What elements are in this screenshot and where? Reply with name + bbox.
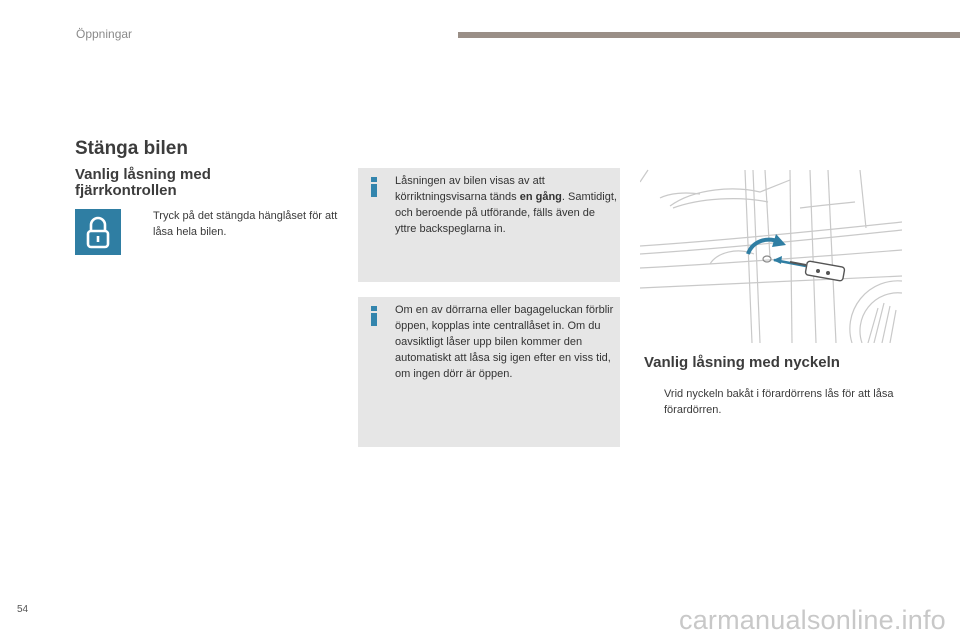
info-box-locking xyxy=(358,168,620,282)
car-door-key-illustration xyxy=(640,168,902,343)
padlock-closed-icon xyxy=(75,209,121,255)
section-label: Öppningar xyxy=(76,27,133,41)
watermark: carmanualsonline.info xyxy=(679,605,946,635)
info-icon xyxy=(371,306,377,326)
info-box-open-door xyxy=(358,297,620,447)
remote-step xyxy=(133,208,338,240)
info-emphasis: en gång xyxy=(519,191,562,203)
key-step-text: Vrid nyckeln bakåt i förardörrens lås för att låsa förardörren. xyxy=(664,388,894,416)
key-step xyxy=(644,386,914,418)
remote-heading: Vanlig låsning med fjärrkontrollen xyxy=(75,166,211,199)
info-text-open-door: Om en av dörrarna eller bagageluckan förblir öppen, kopplas inte centrallåset in. Om du oavsiktligt låser upp bilen kommer den automatiskt att låsa sig igen efter en viss tid, om ingen dörr är öppen. xyxy=(395,304,614,380)
page-title: Stänga bilen xyxy=(75,138,188,159)
header-bar xyxy=(458,32,960,38)
page-number: 54 xyxy=(17,604,29,615)
key-heading: Vanlig låsning med nyckeln xyxy=(644,354,840,371)
info-icon xyxy=(371,177,377,197)
remote-step-text: Tryck på det stängda hänglåset för att låsa hela bilen. xyxy=(153,210,338,238)
info-text-locking: Låsningen av bilen visas av att körriktningsvisarna tänds en gång. Samtidigt, och beroende på utförande, fälls även de yttre backspeglarna in. xyxy=(395,175,617,235)
